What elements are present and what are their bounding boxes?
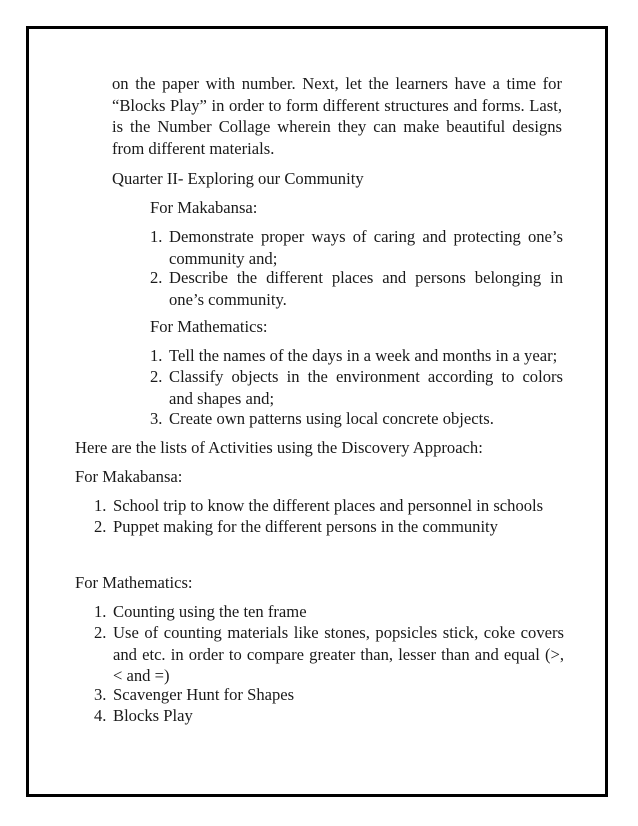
list-line: Puppet making for the different persons in the community (113, 517, 498, 536)
list-line: one’s community. (169, 289, 287, 309)
list-text (169, 226, 563, 269)
list-text (113, 601, 564, 623)
list-number: 1. (94, 496, 107, 515)
list-line: Tell the names of the days in a week and months in a year; (169, 346, 558, 365)
list-number: 1. (94, 602, 107, 621)
list-item (94, 601, 564, 623)
list-number: 4. (94, 706, 107, 725)
list-number: 1. (150, 227, 163, 246)
activities-makabansa-label: For Makabansa: (75, 467, 183, 486)
intro-line: “Blocks Play” in order to form different structures and forms. Last, (112, 95, 562, 115)
list-text (169, 408, 563, 430)
list-item (150, 267, 563, 311)
list-line: and shapes and; (169, 388, 275, 408)
list-number: 3. (94, 685, 107, 704)
intro-paragraph (112, 73, 562, 159)
list-item (150, 366, 563, 410)
list-text (113, 684, 564, 706)
intro-line: is the Number Collage wherein they can make beautiful designs (112, 117, 562, 137)
list-text (113, 622, 564, 687)
intro-line: on the paper with number. Next, let the learners have a time for (112, 74, 562, 93)
list-item (94, 622, 564, 688)
list-number: 2. (150, 367, 163, 386)
list-text (169, 366, 563, 409)
list-line: School trip to know the different places and personnel in schools (113, 496, 544, 515)
list-line: community and; (169, 248, 278, 268)
activities-intro: Here are the lists of Activities using the Discovery Approach: (75, 438, 483, 457)
list-line: Scavenger Hunt for Shapes (113, 685, 295, 704)
quarter-heading: Quarter II- Exploring our Community (112, 169, 364, 188)
list-line: Use of counting materials like stones, popsicles stick, coke covers (113, 623, 564, 642)
list-text (113, 495, 564, 517)
list-text (113, 705, 564, 727)
list-line: Demonstrate proper ways of caring and protecting one’s (169, 227, 563, 246)
list-line: Counting using the ten frame (113, 602, 307, 621)
list-number: 2. (150, 268, 163, 287)
list-item (94, 684, 564, 706)
list-item (150, 345, 563, 367)
list-line: Classify objects in the environment according to colors (169, 367, 563, 386)
quarter-mathematics-label: For Mathematics: (150, 317, 268, 336)
list-item (94, 705, 564, 727)
list-text (169, 345, 563, 367)
activities-mathematics-label: For Mathematics: (75, 573, 193, 592)
list-item (94, 495, 564, 517)
list-text (113, 516, 564, 538)
list-line: Blocks Play (113, 706, 193, 725)
quarter-makabansa-label: For Makabansa: (150, 198, 258, 217)
list-item (150, 226, 563, 270)
list-line: Describe the different places and persons belonging in (169, 268, 563, 287)
list-text (169, 267, 563, 310)
list-line: Create own patterns using local concrete objects. (169, 409, 494, 428)
list-number: 3. (150, 409, 163, 428)
list-item (150, 408, 563, 430)
list-number: 2. (94, 623, 107, 642)
list-line: and etc. in order to compare greater than, lesser than and equal (>, (113, 644, 564, 664)
intro-line: from different materials. (112, 138, 275, 158)
list-number: 2. (94, 517, 107, 536)
list-number: 1. (150, 346, 163, 365)
list-item (94, 516, 564, 538)
list-line: < and =) (113, 666, 170, 686)
